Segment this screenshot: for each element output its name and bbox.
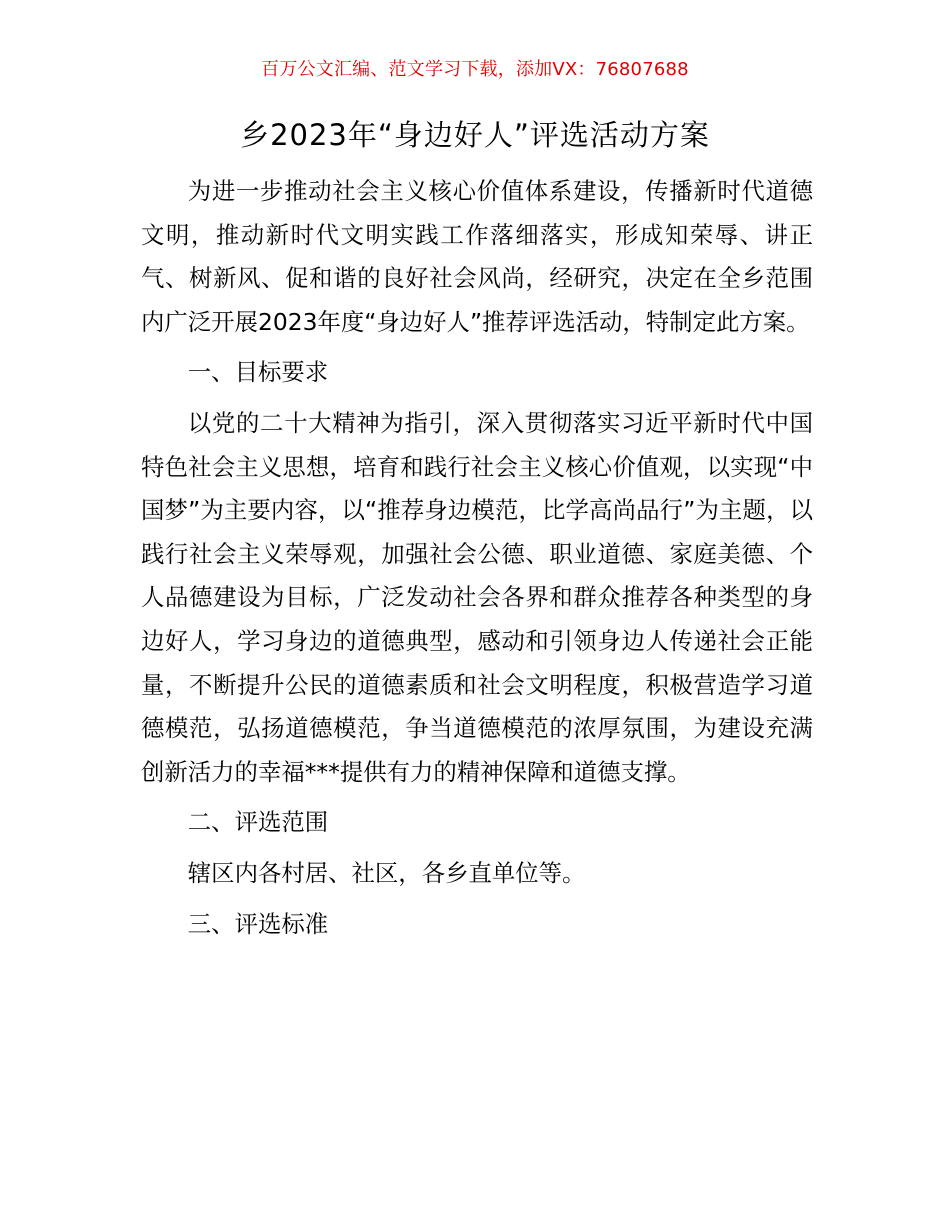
section-body-scope: 辖区内各村居、社区，各乡直单位等。 <box>187 858 586 887</box>
section-body-goals: 以党的二十大精神为指引，深入贯彻落实习近平新时代中国特色社会主义思想，培育和践行社会主义核心价值观，以实现“中国梦”为主要内容，以“推荐身边模范，比学高尚品行”为主题，以践行社会主义荣辱观，加强社会公德、职业道德、家庭美德、个人品德建设为目标，广泛发动社会各界和群众推荐各种类型的身边好人，学习身边的道德典型，感动和引领身边人传递社会正能量，不断提升公民的道德素质和社会文明程度，积极营造学习道德模范，弘扬道德模范，争当道德模范的浓厚氛围，为建设充满创新活力的幸福***提供有力的精神保障和道德支撑。 <box>141 408 813 786</box>
section-heading-scope: 二、评选范围 <box>187 808 329 837</box>
document-title: 乡2023年“身边好人”评选活动方案 <box>240 118 710 152</box>
section-heading-goals: 一、目标要求 <box>187 358 329 387</box>
section-heading-criteria: 三、评选标准 <box>187 909 329 938</box>
document-body <box>141 170 813 953</box>
intro-paragraph: 为进一步推动社会主义核心价值体系建设，传播新时代道德文明，推动新时代文明实践工作落细落实，形成知荣辱、讲正气、树新风、促和谐的良好社会风尚，经研究，决定在全乡范围内广泛开展2023年度“身边好人”推荐评选活动，特制定此方案。 <box>141 177 813 336</box>
header-contact-note: 百万公文汇编、范文学习下载，添加VX：76807688 <box>261 59 689 80</box>
